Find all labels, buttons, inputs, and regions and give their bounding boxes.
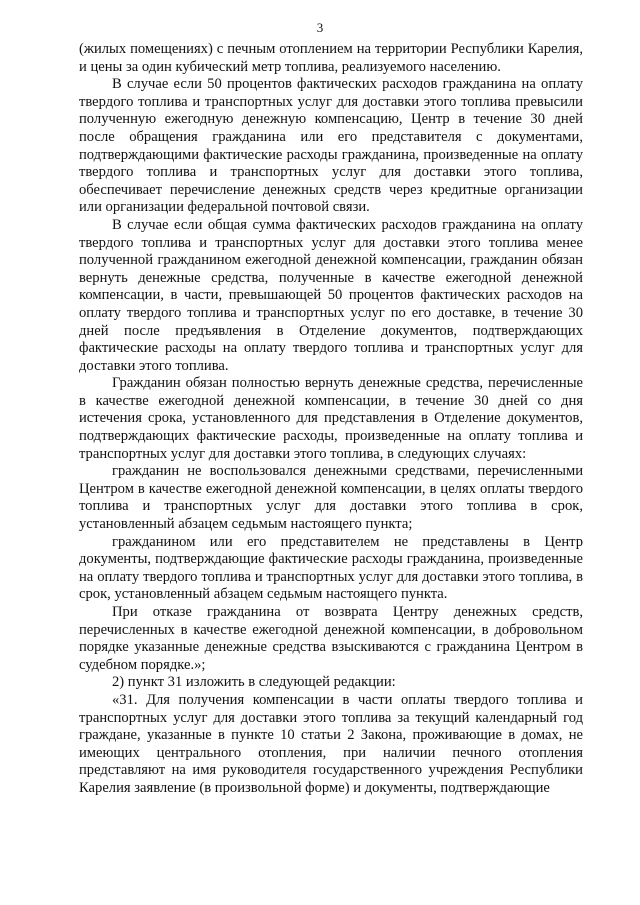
paragraph-4: Гражданин обязан полностью вернуть денежные средства, перечисленные в качестве ежегодной денежной компенсации, в течение 30 дней со дня истечения срока, установленного для представления в Отделение документов, подтверждающих фактические расходы, произведенные на оплату топлива и транспортных услуг для доставки этого топлива, в следующих случаях:	[79, 375, 583, 462]
paragraph-1: (жилых помещениях) с печным отоплением на территории Республики Карелия, и цены за один кубический метр топлива, реализуемого населению.	[79, 41, 583, 75]
paragraph-3: В случае если общая сумма фактических расходов гражданина на оплату твердого топлива и транспортных услуг для доставки этого топлива менее полученной гражданином ежегодной денежной компенсации, гражданин обязан вернуть денежные средства, полученные в качестве ежегодной денежной компенсации, в части, превышающей 50 процентов фактических расходов на оплату твердого топлива и транспортных услуг по его доставке, в течение 30 дней после предъявления в Отделение документов, подтверждающих фактические расходы на оплату твердого топлива и транспортных услуг для доставки этого топлива.	[79, 216, 583, 374]
paragraph-2: В случае если 50 процентов фактических расходов гражданина на оплату твердого топлива и транспортных услуг для доставки этого топлива превысили полученную ежегодную денежную компенсацию, Центр в течение 30 дней после обращения гражданина или его представителя с документами, подтверждающими фактические расходы гражданина, произведенные на оплату твердого топлива и транспортных услуг для доставки этого топлива, обеспечивает перечисление денежных средств через кредитные организации или организации федеральной почтовой связи.	[79, 76, 583, 216]
paragraph-6: гражданином или его представителем не представлены в Центр документы, подтверждающие фактические расходы гражданина, произведенные на оплату твердого топлива и транспортных услуг для доставки этого топлива, в срок, установленный абзацем седьмым настоящего пункта.	[79, 533, 583, 603]
paragraph-5: гражданин не воспользовался денежными средствами, перечисленными Центром в качестве ежегодной денежной компенсации, в целях оплаты твердого топлива и транспортных услуг для доставки этого топлива в срок, установленный абзацем седьмым настоящего пункта;	[79, 463, 583, 533]
paragraph-7: При отказе гражданина от возврата Центру денежных средств, перечисленных в качестве ежегодной денежной компенсации, в добровольном порядке указанные денежные средства взыскиваются с гражданина Центром в судебном порядке.»;	[79, 604, 583, 673]
page-number: 3	[316, 20, 324, 35]
document-body	[79, 41, 583, 798]
paragraph-8: 2) пункт 31 изложить в следующей редакции:	[112, 674, 396, 691]
paragraph-9: «31. Для получения компенсации в части оплаты твердого топлива и транспортных услуг для доставки этого топлива за текущий календарный год граждане, указанные в пункте 10 статьи 2 Закона, проживающие в домах, не имеющих центрального отопления, при наличии печного отопления представляют на имя руководителя государственного учреждения Республики Карелия заявление (в произвольной форме) и документы, подтверждающие	[79, 691, 583, 796]
